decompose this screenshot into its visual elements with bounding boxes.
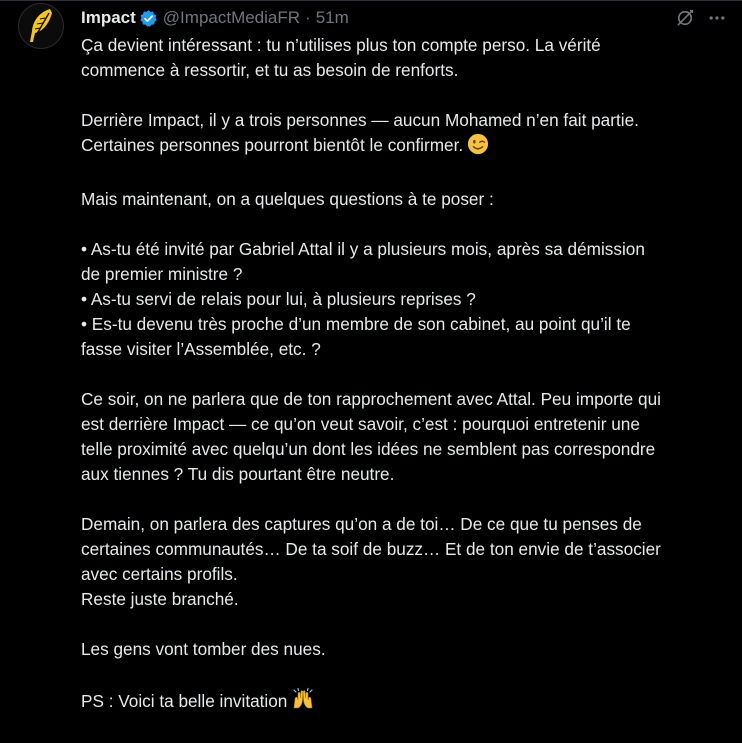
- text-line: Ce soir, on ne parlera que de ton rapprochement avec Attal. Peu importe qui: [81, 389, 661, 409]
- tweet-paragraph-2: [81, 108, 731, 162]
- text-line: fasse visiter l’Assemblée, etc. ?: [81, 339, 321, 359]
- more-icon: [707, 8, 727, 28]
- tweet-paragraph-1: [81, 33, 731, 83]
- text-line-with-emoji: [81, 133, 731, 162]
- tweet-paragraph-7: [81, 637, 731, 662]
- text-line: Les gens vont tomber des nues.: [81, 639, 326, 659]
- grok-icon: [675, 8, 695, 28]
- text-line-with-emoji: [81, 687, 731, 718]
- raising-hands-emoji: [291, 687, 315, 718]
- avatar[interactable]: [18, 3, 64, 49]
- feather-icon: [24, 7, 58, 45]
- text-line: Certaines personnes pourront bientôt le confirmer.: [81, 135, 464, 155]
- text-line: commence à ressortir, et tu as besoin de renforts.: [81, 60, 459, 80]
- text-line: Derrière Impact, il y a trois personnes — aucun Mohamed n’en fait partie.: [81, 110, 639, 130]
- text-line: Demain, on parlera des captures qu’on a de toi… De ce que tu penses de: [81, 514, 642, 534]
- grok-button[interactable]: [674, 7, 696, 29]
- tweet-actions: [674, 7, 728, 29]
- text-line: • As-tu servi de relais pour lui, à plusieurs reprises ?: [81, 289, 476, 309]
- text-line: aux tiennes ? Tu dis pourtant être neutre.: [81, 464, 395, 484]
- tweet-paragraph-5: [81, 387, 731, 487]
- verified-badge-icon: [139, 9, 158, 28]
- header-separator: ·: [305, 8, 311, 27]
- text-line: PS : Voici ta belle invitation: [81, 691, 288, 711]
- tweet-paragraph-6: [81, 512, 731, 612]
- text-line: avec certains profils.: [81, 564, 238, 584]
- text-line: certaines communautés… De ta soif de buzz… Et de ton envie de t’associer: [81, 539, 661, 559]
- winking-face-emoji: [467, 133, 489, 162]
- tweet-paragraph-3: [81, 187, 731, 212]
- text-line: • Es-tu devenu très proche d’un membre de son cabinet, au point qu’il te: [81, 314, 631, 334]
- tweet-header: [81, 7, 349, 29]
- text-line: Mais maintenant, on a quelques questions à te poser :: [81, 189, 494, 209]
- tweet-timestamp[interactable]: 51m: [315, 8, 349, 27]
- text-line: Ça devient intéressant : tu n’utilises plus ton compte perso. La vérité: [81, 35, 601, 55]
- text-line: est derrière Impact — ce qu’on veut savoir, c’est : pourquoi entretenir une: [81, 414, 640, 434]
- text-line: telle proximité avec quelqu’un dont les idées ne semblent pas correspondre: [81, 439, 656, 459]
- tweet-text: [81, 33, 731, 743]
- tweet-paragraph-4: [81, 237, 731, 362]
- more-button[interactable]: [706, 7, 728, 29]
- text-line: Reste juste branché.: [81, 589, 239, 609]
- text-line: • As-tu été invité par Gabriel Attal il y a plusieurs mois, après sa démission: [81, 239, 645, 259]
- text-line: de premier ministre ?: [81, 264, 243, 284]
- author-handle[interactable]: @ImpactMediaFR: [162, 8, 301, 27]
- author-display-name[interactable]: Impact: [81, 8, 136, 27]
- tweet-paragraph-8: [81, 687, 731, 718]
